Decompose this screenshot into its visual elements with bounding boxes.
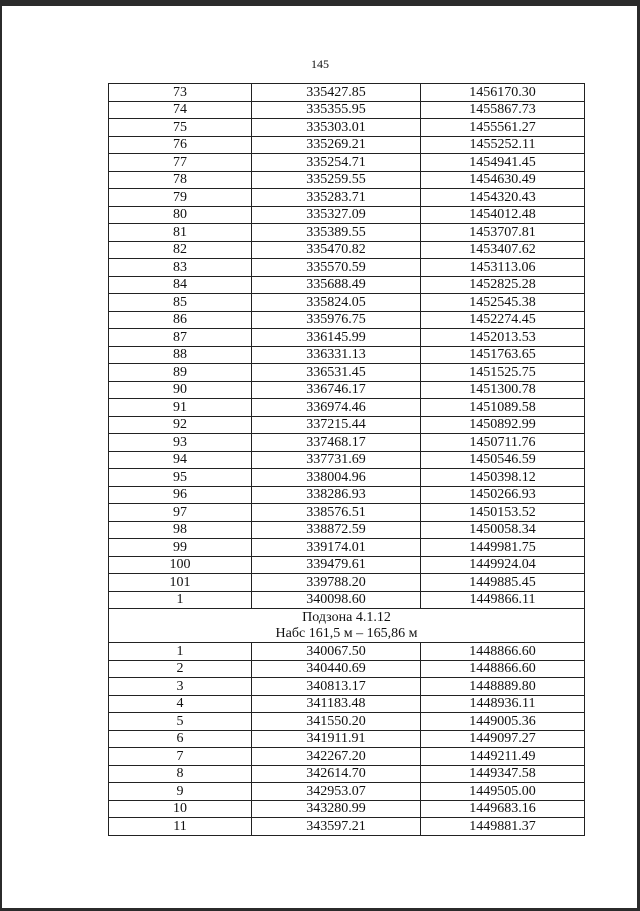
y-coordinate-cell: 1454630.49 <box>421 171 585 189</box>
table-row <box>109 136 585 154</box>
table-row <box>109 539 585 557</box>
point-number-cell: 86 <box>109 311 252 329</box>
table-row <box>109 101 585 119</box>
x-coordinate-cell: 337468.17 <box>252 434 421 452</box>
x-coordinate-cell: 338872.59 <box>252 521 421 539</box>
y-coordinate-cell: 1451089.58 <box>421 399 585 417</box>
section-header-row <box>109 609 585 643</box>
x-coordinate-cell: 341911.91 <box>252 730 421 748</box>
point-number-cell: 6 <box>109 730 252 748</box>
table-row <box>109 84 585 102</box>
point-number-cell: 82 <box>109 241 252 259</box>
table-row <box>109 451 585 469</box>
y-coordinate-cell: 1455252.11 <box>421 136 585 154</box>
point-number-cell: 100 <box>109 556 252 574</box>
x-coordinate-cell: 339479.61 <box>252 556 421 574</box>
x-coordinate-cell: 335355.95 <box>252 101 421 119</box>
point-number-cell: 76 <box>109 136 252 154</box>
table-row <box>109 556 585 574</box>
table-row <box>109 119 585 137</box>
table-row <box>109 259 585 277</box>
table-row <box>109 800 585 818</box>
y-coordinate-cell: 1455561.27 <box>421 119 585 137</box>
x-coordinate-cell: 343597.21 <box>252 818 421 836</box>
y-coordinate-cell: 1449505.00 <box>421 783 585 801</box>
table-row <box>109 783 585 801</box>
page-number: 145 <box>311 57 329 71</box>
scan-border-left <box>0 0 2 911</box>
y-coordinate-cell: 1450398.12 <box>421 469 585 487</box>
y-coordinate-cell: 1449211.49 <box>421 748 585 766</box>
table-row <box>109 381 585 399</box>
coordinates-table-part1 <box>109 84 585 609</box>
x-coordinate-cell: 342267.20 <box>252 748 421 766</box>
point-number-cell: 10 <box>109 800 252 818</box>
table-row <box>109 486 585 504</box>
x-coordinate-cell: 335470.82 <box>252 241 421 259</box>
y-coordinate-cell: 1449347.58 <box>421 765 585 783</box>
y-coordinate-cell: 1453407.62 <box>421 241 585 259</box>
table-row <box>109 643 585 661</box>
section-header-cell <box>109 609 585 643</box>
x-coordinate-cell: 337215.44 <box>252 416 421 434</box>
x-coordinate-cell: 343280.99 <box>252 800 421 818</box>
point-number-cell: 94 <box>109 451 252 469</box>
point-number-cell: 11 <box>109 818 252 836</box>
table-row <box>109 748 585 766</box>
x-coordinate-cell: 335283.71 <box>252 189 421 207</box>
point-number-cell: 95 <box>109 469 252 487</box>
y-coordinate-cell: 1453707.81 <box>421 224 585 242</box>
y-coordinate-cell: 1450153.52 <box>421 504 585 522</box>
y-coordinate-cell: 1450711.76 <box>421 434 585 452</box>
y-coordinate-cell: 1448866.60 <box>421 660 585 678</box>
point-number-cell: 74 <box>109 101 252 119</box>
table-row <box>109 678 585 696</box>
y-coordinate-cell: 1449097.27 <box>421 730 585 748</box>
x-coordinate-cell: 335254.71 <box>252 154 421 172</box>
table-row <box>109 276 585 294</box>
y-coordinate-cell: 1449885.45 <box>421 574 585 592</box>
y-coordinate-cell: 1448866.60 <box>421 643 585 661</box>
section-title: Подзона 4.1.12 <box>302 609 391 625</box>
x-coordinate-cell: 335570.59 <box>252 259 421 277</box>
y-coordinate-cell: 1449881.37 <box>421 818 585 836</box>
x-coordinate-cell: 335389.55 <box>252 224 421 242</box>
y-coordinate-cell: 1451763.65 <box>421 346 585 364</box>
y-coordinate-cell: 1452825.28 <box>421 276 585 294</box>
y-coordinate-cell: 1455867.73 <box>421 101 585 119</box>
y-coordinate-cell: 1452013.53 <box>421 329 585 347</box>
table-row <box>109 311 585 329</box>
x-coordinate-cell: 342614.70 <box>252 765 421 783</box>
point-number-cell: 89 <box>109 364 252 382</box>
x-coordinate-cell: 339788.20 <box>252 574 421 592</box>
y-coordinate-cell: 1449924.04 <box>421 556 585 574</box>
point-number-cell: 5 <box>109 713 252 731</box>
table-row <box>109 329 585 347</box>
table-row <box>109 399 585 417</box>
y-coordinate-cell: 1448889.80 <box>421 678 585 696</box>
point-number-cell: 96 <box>109 486 252 504</box>
table-row <box>109 713 585 731</box>
y-coordinate-cell: 1450058.34 <box>421 521 585 539</box>
x-coordinate-cell: 338286.93 <box>252 486 421 504</box>
x-coordinate-cell: 336531.45 <box>252 364 421 382</box>
point-number-cell: 90 <box>109 381 252 399</box>
point-number-cell: 92 <box>109 416 252 434</box>
table-row <box>109 574 585 592</box>
point-number-cell: 1 <box>109 643 252 661</box>
x-coordinate-cell: 340098.60 <box>252 591 421 609</box>
y-coordinate-cell: 1454320.43 <box>421 189 585 207</box>
table-row <box>109 294 585 312</box>
y-coordinate-cell: 1452274.45 <box>421 311 585 329</box>
table-row <box>109 818 585 836</box>
point-number-cell: 80 <box>109 206 252 224</box>
table-row <box>109 241 585 259</box>
table-row <box>109 171 585 189</box>
point-number-cell: 85 <box>109 294 252 312</box>
table-row <box>109 416 585 434</box>
x-coordinate-cell: 335976.75 <box>252 311 421 329</box>
x-coordinate-cell: 335427.85 <box>252 84 421 102</box>
x-coordinate-cell: 335688.49 <box>252 276 421 294</box>
x-coordinate-cell: 338576.51 <box>252 504 421 522</box>
y-coordinate-cell: 1454012.48 <box>421 206 585 224</box>
x-coordinate-cell: 337731.69 <box>252 451 421 469</box>
point-number-cell: 91 <box>109 399 252 417</box>
point-number-cell: 78 <box>109 171 252 189</box>
y-coordinate-cell: 1449683.16 <box>421 800 585 818</box>
y-coordinate-cell: 1456170.30 <box>421 84 585 102</box>
x-coordinate-cell: 341550.20 <box>252 713 421 731</box>
section-subtitle: Набс 161,5 м – 165,86 м <box>275 625 418 641</box>
table-row <box>109 660 585 678</box>
x-coordinate-cell: 336145.99 <box>252 329 421 347</box>
y-coordinate-cell: 1451525.75 <box>421 364 585 382</box>
x-coordinate-cell: 340813.17 <box>252 678 421 696</box>
table-row <box>109 730 585 748</box>
table-row <box>109 224 585 242</box>
x-coordinate-cell: 335303.01 <box>252 119 421 137</box>
table-row <box>109 504 585 522</box>
point-number-cell: 83 <box>109 259 252 277</box>
y-coordinate-cell: 1452545.38 <box>421 294 585 312</box>
y-coordinate-cell: 1450266.93 <box>421 486 585 504</box>
x-coordinate-cell: 335259.55 <box>252 171 421 189</box>
table-row <box>109 521 585 539</box>
table-row <box>109 364 585 382</box>
x-coordinate-cell: 335269.21 <box>252 136 421 154</box>
point-number-cell: 101 <box>109 574 252 592</box>
y-coordinate-cell: 1450892.99 <box>421 416 585 434</box>
y-coordinate-cell: 1449005.36 <box>421 713 585 731</box>
point-number-cell: 8 <box>109 765 252 783</box>
point-number-cell: 75 <box>109 119 252 137</box>
point-number-cell: 98 <box>109 521 252 539</box>
point-number-cell: 81 <box>109 224 252 242</box>
x-coordinate-cell: 336331.13 <box>252 346 421 364</box>
table-row <box>109 434 585 452</box>
x-coordinate-cell: 341183.48 <box>252 695 421 713</box>
y-coordinate-cell: 1449866.11 <box>421 591 585 609</box>
y-coordinate-cell: 1453113.06 <box>421 259 585 277</box>
point-number-cell: 7 <box>109 748 252 766</box>
x-coordinate-cell: 335327.09 <box>252 206 421 224</box>
point-number-cell: 3 <box>109 678 252 696</box>
point-number-cell: 4 <box>109 695 252 713</box>
point-number-cell: 9 <box>109 783 252 801</box>
point-number-cell: 93 <box>109 434 252 452</box>
point-number-cell: 77 <box>109 154 252 172</box>
table-row <box>109 189 585 207</box>
x-coordinate-cell: 336974.46 <box>252 399 421 417</box>
point-number-cell: 1 <box>109 591 252 609</box>
point-number-cell: 79 <box>109 189 252 207</box>
table-row <box>109 469 585 487</box>
x-coordinate-cell: 340067.50 <box>252 643 421 661</box>
point-number-cell: 97 <box>109 504 252 522</box>
coordinates-table <box>108 83 585 836</box>
table-row <box>109 591 585 609</box>
table-row <box>109 154 585 172</box>
table-row <box>109 206 585 224</box>
y-coordinate-cell: 1451300.78 <box>421 381 585 399</box>
scan-border-top <box>0 0 640 6</box>
table-row <box>109 695 585 713</box>
point-number-cell: 88 <box>109 346 252 364</box>
table-row <box>109 765 585 783</box>
point-number-cell: 2 <box>109 660 252 678</box>
point-number-cell: 84 <box>109 276 252 294</box>
x-coordinate-cell: 339174.01 <box>252 539 421 557</box>
coordinates-table-part2 <box>109 643 585 836</box>
x-coordinate-cell: 342953.07 <box>252 783 421 801</box>
x-coordinate-cell: 335824.05 <box>252 294 421 312</box>
y-coordinate-cell: 1449981.75 <box>421 539 585 557</box>
y-coordinate-cell: 1448936.11 <box>421 695 585 713</box>
y-coordinate-cell: 1454941.45 <box>421 154 585 172</box>
x-coordinate-cell: 340440.69 <box>252 660 421 678</box>
section-header-group <box>109 609 585 643</box>
point-number-cell: 73 <box>109 84 252 102</box>
point-number-cell: 99 <box>109 539 252 557</box>
point-number-cell: 87 <box>109 329 252 347</box>
x-coordinate-cell: 338004.96 <box>252 469 421 487</box>
y-coordinate-cell: 1450546.59 <box>421 451 585 469</box>
table-row <box>109 346 585 364</box>
x-coordinate-cell: 336746.17 <box>252 381 421 399</box>
